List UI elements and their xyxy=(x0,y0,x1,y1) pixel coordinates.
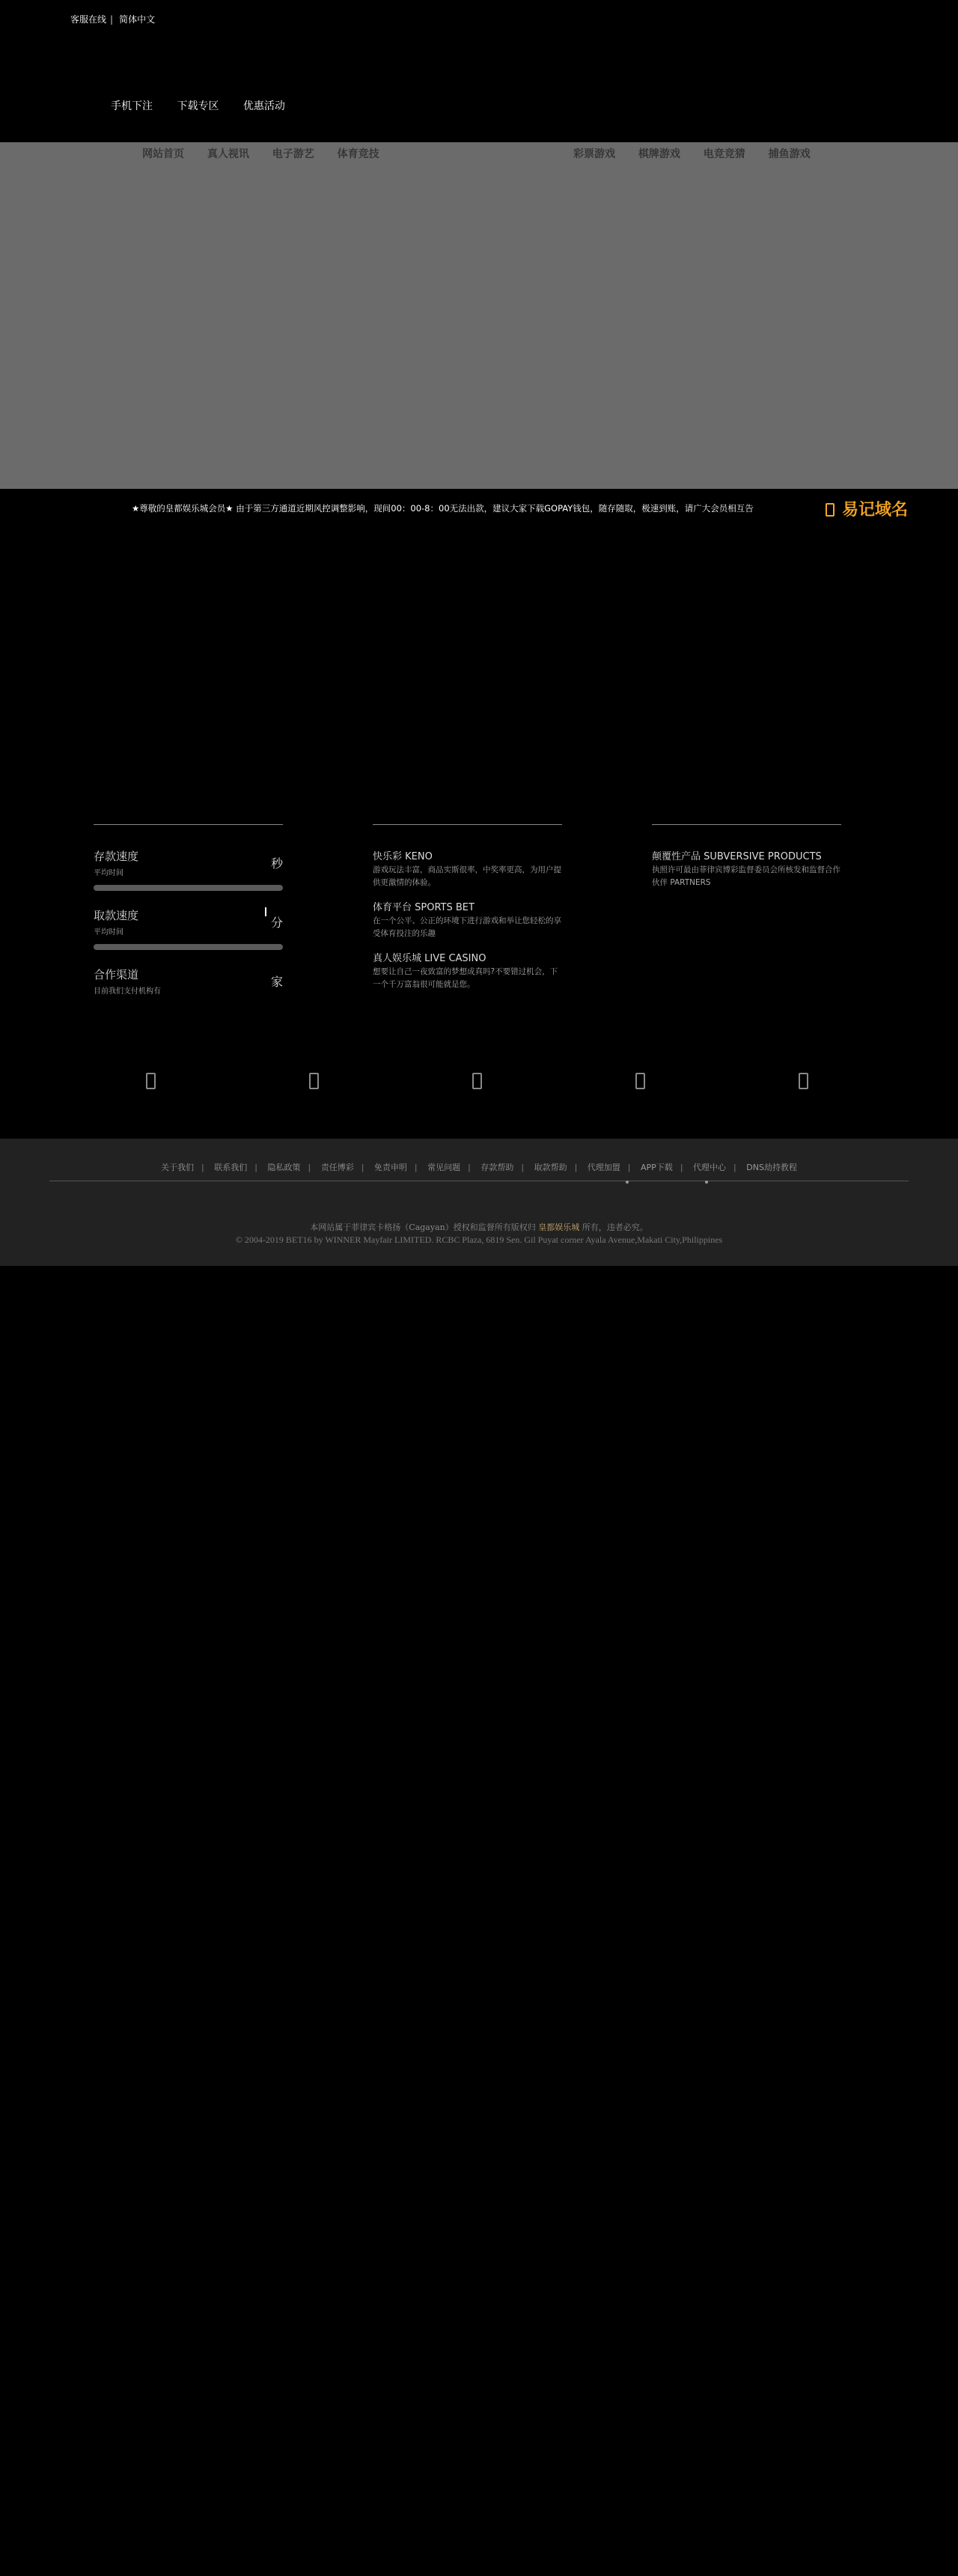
product-title: 快乐彩 KENO xyxy=(373,851,433,862)
footer-link-withdraw-help[interactable]: 取款帮助 xyxy=(534,1163,567,1172)
stats-column xyxy=(94,824,283,1012)
footer-separator: | xyxy=(680,1163,683,1172)
brand-link[interactable]: 皇都娱乐城 xyxy=(538,1222,580,1232)
top-nav-download[interactable]: 下载专区 xyxy=(177,100,219,112)
top-nav xyxy=(111,98,306,113)
partners-block xyxy=(652,848,841,889)
product-desc: 在一个公平、公正的环境下进行游戏和举让您轻松的享受体育投注的乐趣 xyxy=(373,916,561,938)
partners-desc: 执照许可最由菲律宾博彩监督委员会所核发和监督合作伙伴 PARTNERS xyxy=(652,865,840,887)
footer-link-agent-center[interactable]: 代理中心 xyxy=(693,1163,727,1172)
footer xyxy=(0,1139,958,1266)
footer-separator: | xyxy=(308,1163,311,1172)
main-nav-esports[interactable]: 电竞竞猜 xyxy=(703,148,745,160)
stat-title: 存款速度 xyxy=(94,850,139,863)
divider xyxy=(373,824,562,825)
divider xyxy=(94,824,283,825)
stat-progress-bar xyxy=(94,944,283,950)
stat-subtitle: 目前我们支付机构有 xyxy=(94,987,161,996)
stat-deposit xyxy=(94,848,283,891)
copyright-line-2: © 2004-2019 BET16 by WINNER Mayfair LIMITED. RCBC Plaza, 6819 Sen. Gil Puyat corner Ayala Avenue,Makati City,Philippines xyxy=(235,1234,723,1245)
main-nav-home[interactable]: 网站首页 xyxy=(142,148,184,160)
top-bar xyxy=(0,0,958,142)
footer-link-deposit-help[interactable]: 存款帮助 xyxy=(480,1163,514,1172)
copyright-line-1 xyxy=(0,1221,958,1233)
product-desc: 游戏玩法丰富，商品实斯很率，中奖率更高，为用户提供更激情的体验。 xyxy=(373,865,561,887)
stat-unit: 秒 xyxy=(270,856,283,871)
main-nav-chess[interactable]: 棋牌游戏 xyxy=(638,148,680,160)
notice-marquee: ★尊敬的皇都娱乐城会员★ 由于第三方通道近期风控调整影响，现间00：00-8：00无法出款，建议大家下载GOPAY钱包，随存随取，极速到账，请广大会员相互告 xyxy=(132,503,754,514)
top-links-separator: | xyxy=(110,14,114,25)
customer-service-link[interactable]: 客服在线 xyxy=(70,14,107,25)
footer-separator: | xyxy=(468,1163,471,1172)
main-nav-slots[interactable]: 电子游艺 xyxy=(272,148,314,160)
footer-separator: | xyxy=(574,1163,578,1172)
stat-progress-bar xyxy=(94,885,283,891)
footer-link-responsible[interactable]: 责任博彩 xyxy=(320,1163,354,1172)
main-nav-left xyxy=(142,146,399,161)
copyright-prefix: 本网站属于菲律宾卡格扬（Cagayan）授权和监督所有版权归 xyxy=(310,1222,536,1232)
main-nav-sports[interactable]: 体育竞技 xyxy=(337,148,379,160)
mobile-icon[interactable] xyxy=(309,1073,319,1089)
footer-separator: | xyxy=(361,1163,364,1172)
main-nav-live[interactable]: 真人视讯 xyxy=(207,148,249,160)
stat-marker xyxy=(265,907,266,916)
domain-link[interactable] xyxy=(826,497,908,520)
products-column xyxy=(373,824,562,1001)
footer-link-agent-join[interactable]: 代理加盟 xyxy=(587,1163,620,1172)
footer-dot xyxy=(626,1181,629,1184)
language-link[interactable]: 简体中文 xyxy=(119,14,156,25)
footer-separator: | xyxy=(201,1163,204,1172)
footer-separator: | xyxy=(521,1163,525,1172)
footer-dot xyxy=(705,1181,708,1184)
top-nav-mobile[interactable]: 手机下注 xyxy=(111,100,153,112)
stat-title: 合作渠道 xyxy=(94,968,139,981)
stat-subtitle: 平均时间 xyxy=(94,869,123,877)
footer-link-privacy[interactable]: 隐私政策 xyxy=(267,1163,301,1172)
mobile-icon[interactable] xyxy=(799,1073,808,1089)
banner-area xyxy=(0,142,958,489)
product-casino[interactable] xyxy=(373,950,562,991)
domain-label: 易记域名 xyxy=(842,501,909,520)
footer-link-dns-tutorial[interactable]: DNS劫持教程 xyxy=(746,1163,797,1172)
product-title: 体育平台 SPORTS BET xyxy=(373,902,475,913)
main-nav-right xyxy=(573,146,830,161)
footer-link-faq[interactable]: 常见问题 xyxy=(427,1163,461,1172)
mobile-icon xyxy=(826,503,835,517)
footer-link-disclaimer[interactable]: 免责申明 xyxy=(373,1163,407,1172)
product-keno[interactable] xyxy=(373,848,562,889)
partners-title: 颠覆性产品 SUBVERSIVE PRODUCTS xyxy=(652,851,822,862)
stat-partners xyxy=(94,966,283,996)
feature-icons xyxy=(0,1073,958,1098)
partners-column xyxy=(652,824,841,899)
footer-separator: | xyxy=(627,1163,631,1172)
footer-separator: | xyxy=(254,1163,257,1172)
copyright-suffix: 所有，违者必究。 xyxy=(582,1222,648,1232)
main-nav-lottery[interactable]: 彩票游戏 xyxy=(573,148,615,160)
product-title: 真人娱乐城 LIVE CASINO xyxy=(373,953,486,964)
product-desc: 想要让自己一夜致富的梦想成真吗?不要错过机会，下一个千万富翁很可能就是您。 xyxy=(373,967,558,989)
footer-separator: | xyxy=(414,1163,418,1172)
mobile-icon[interactable] xyxy=(146,1073,156,1089)
footer-link-about[interactable]: 关于我们 xyxy=(161,1163,195,1172)
stat-subtitle: 平均时间 xyxy=(94,928,123,937)
stat-withdraw xyxy=(94,907,283,950)
main-nav-fishing[interactable]: 捕鱼游戏 xyxy=(768,148,811,160)
footer-link-contact[interactable]: 联系我们 xyxy=(214,1163,248,1172)
stat-unit: 家 xyxy=(270,975,283,989)
mobile-icon[interactable] xyxy=(635,1073,645,1089)
footer-separator: | xyxy=(733,1163,736,1172)
top-links xyxy=(70,13,155,25)
stat-unit: 分 xyxy=(270,916,283,930)
stat-title: 取款速度 xyxy=(94,909,139,922)
footer-links xyxy=(0,1161,958,1173)
footer-link-app-download[interactable]: APP下载 xyxy=(641,1163,673,1172)
divider xyxy=(652,824,841,825)
product-sports[interactable] xyxy=(373,899,562,940)
top-nav-promotions[interactable]: 优惠活动 xyxy=(242,100,285,112)
mobile-icon[interactable] xyxy=(472,1073,482,1089)
